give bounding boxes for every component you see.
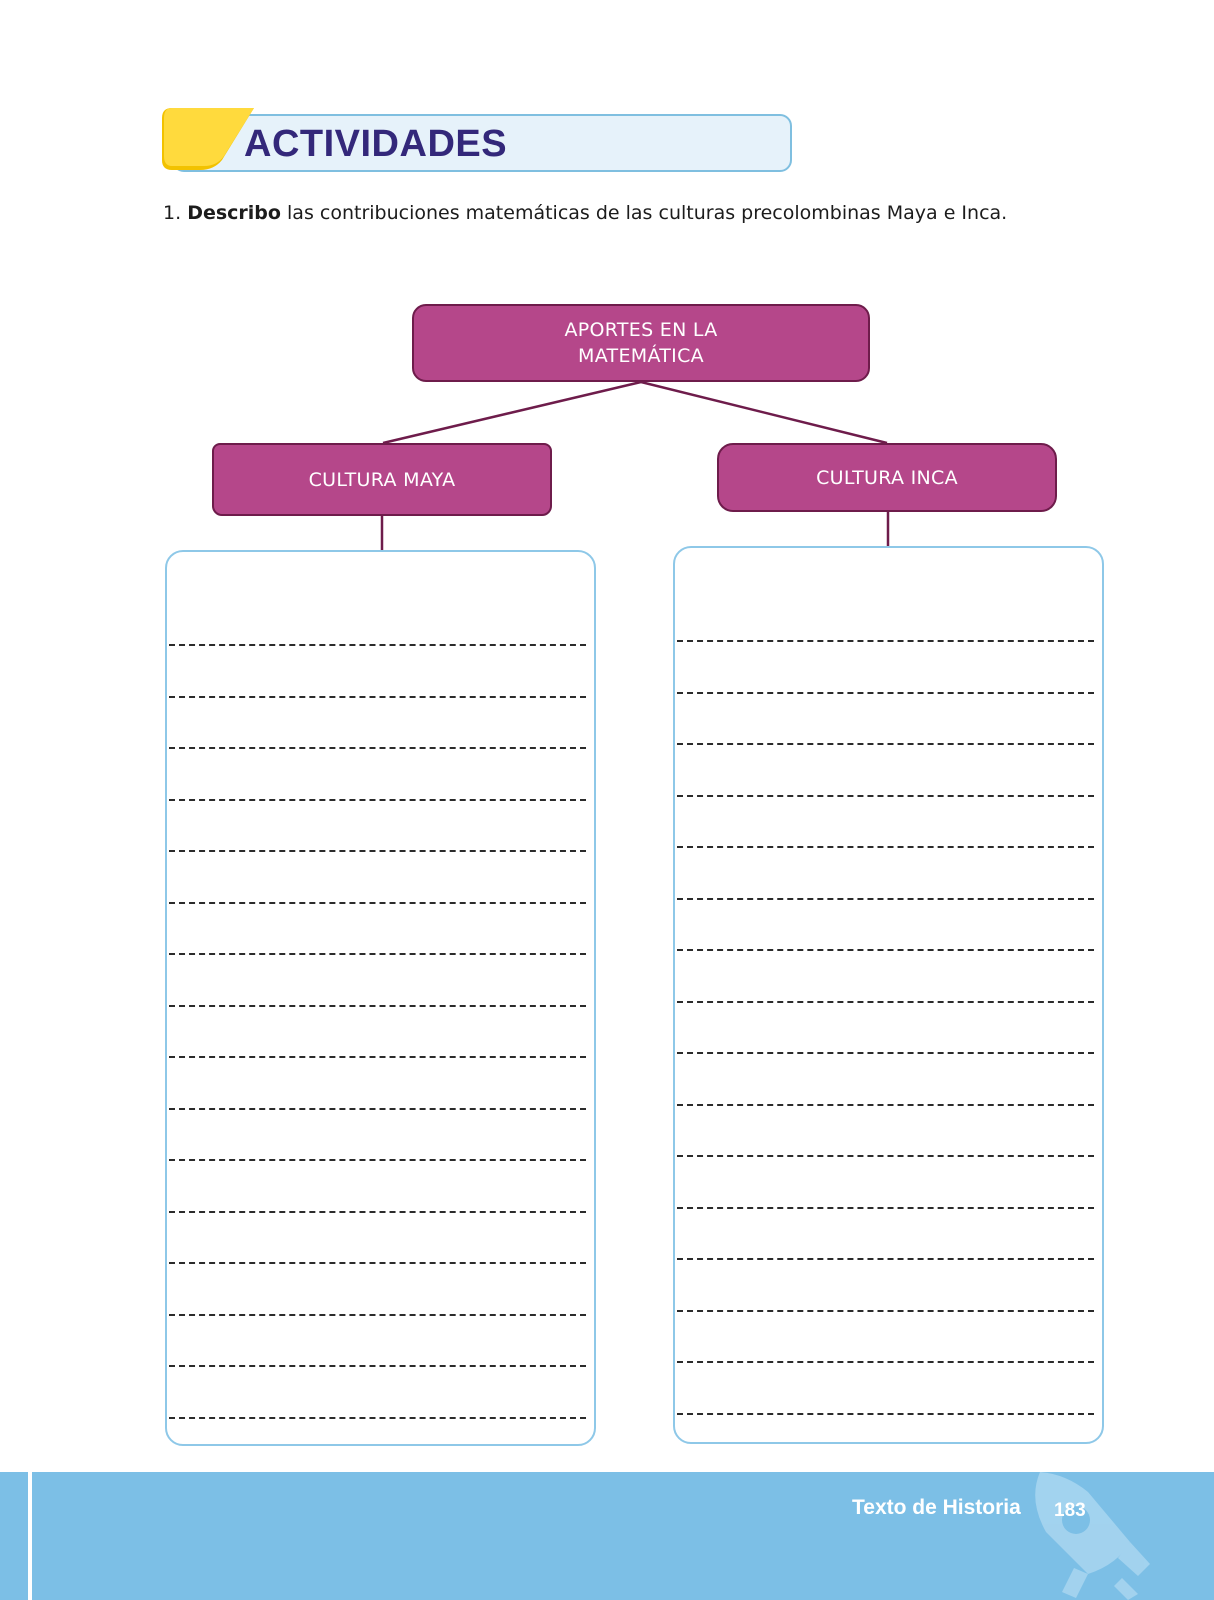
writing-line[interactable] xyxy=(677,949,1094,951)
writing-line[interactable] xyxy=(169,799,586,801)
writing-line[interactable] xyxy=(169,902,586,904)
writing-line[interactable] xyxy=(677,1310,1094,1312)
footer-stripe xyxy=(28,1472,32,1600)
writing-line[interactable] xyxy=(677,795,1094,797)
writing-line[interactable] xyxy=(677,1258,1094,1260)
writing-line[interactable] xyxy=(677,1413,1094,1415)
connector-root-inca xyxy=(641,382,887,443)
writing-line[interactable] xyxy=(169,1211,586,1213)
writing-line[interactable] xyxy=(169,1314,586,1316)
writing-line[interactable] xyxy=(169,1005,586,1007)
connector-root-maya xyxy=(383,382,641,443)
root-node xyxy=(412,304,870,382)
inca-node-label: CULTURA INCA xyxy=(816,466,958,489)
rocket-icon xyxy=(1018,1472,1168,1600)
maya-node xyxy=(212,443,552,516)
page-number: 183 xyxy=(1054,1500,1086,1521)
writing-line[interactable] xyxy=(169,1159,586,1161)
inca-node xyxy=(717,443,1057,512)
activity-text: las contribuciones matemáticas de las culturas precolombinas Maya e Inca. xyxy=(287,202,1008,224)
footer-book-title: Texto de Historia xyxy=(852,1496,1021,1519)
writing-line[interactable] xyxy=(169,1365,586,1367)
activity-verb: Describo xyxy=(187,202,281,224)
writing-line[interactable] xyxy=(169,953,586,955)
writing-line[interactable] xyxy=(677,1052,1094,1054)
maya-node-label: CULTURA MAYA xyxy=(308,468,456,491)
writing-line[interactable] xyxy=(169,696,586,698)
maya-answer-box[interactable] xyxy=(165,550,596,1446)
page-footer xyxy=(0,1472,1214,1600)
page-title: ACTIVIDADES xyxy=(244,123,508,165)
writing-line[interactable] xyxy=(677,1207,1094,1209)
inca-answer-box[interactable] xyxy=(673,546,1104,1444)
activity-number: 1. xyxy=(163,202,182,224)
root-node-label: APORTES EN LA MATEMÁTICA xyxy=(564,319,718,367)
writing-line[interactable] xyxy=(169,1417,586,1419)
writing-line[interactable] xyxy=(677,692,1094,694)
writing-line[interactable] xyxy=(169,747,586,749)
writing-line[interactable] xyxy=(677,898,1094,900)
writing-line[interactable] xyxy=(677,1361,1094,1363)
writing-line[interactable] xyxy=(169,1262,586,1264)
writing-line[interactable] xyxy=(677,743,1094,745)
writing-line[interactable] xyxy=(677,846,1094,848)
writing-line[interactable] xyxy=(677,1104,1094,1106)
writing-line[interactable] xyxy=(169,1056,586,1058)
writing-line[interactable] xyxy=(677,1155,1094,1157)
writing-line[interactable] xyxy=(677,1001,1094,1003)
writing-line[interactable] xyxy=(169,1108,586,1110)
writing-line[interactable] xyxy=(677,640,1094,642)
writing-line[interactable] xyxy=(169,850,586,852)
writing-line[interactable] xyxy=(169,644,586,646)
